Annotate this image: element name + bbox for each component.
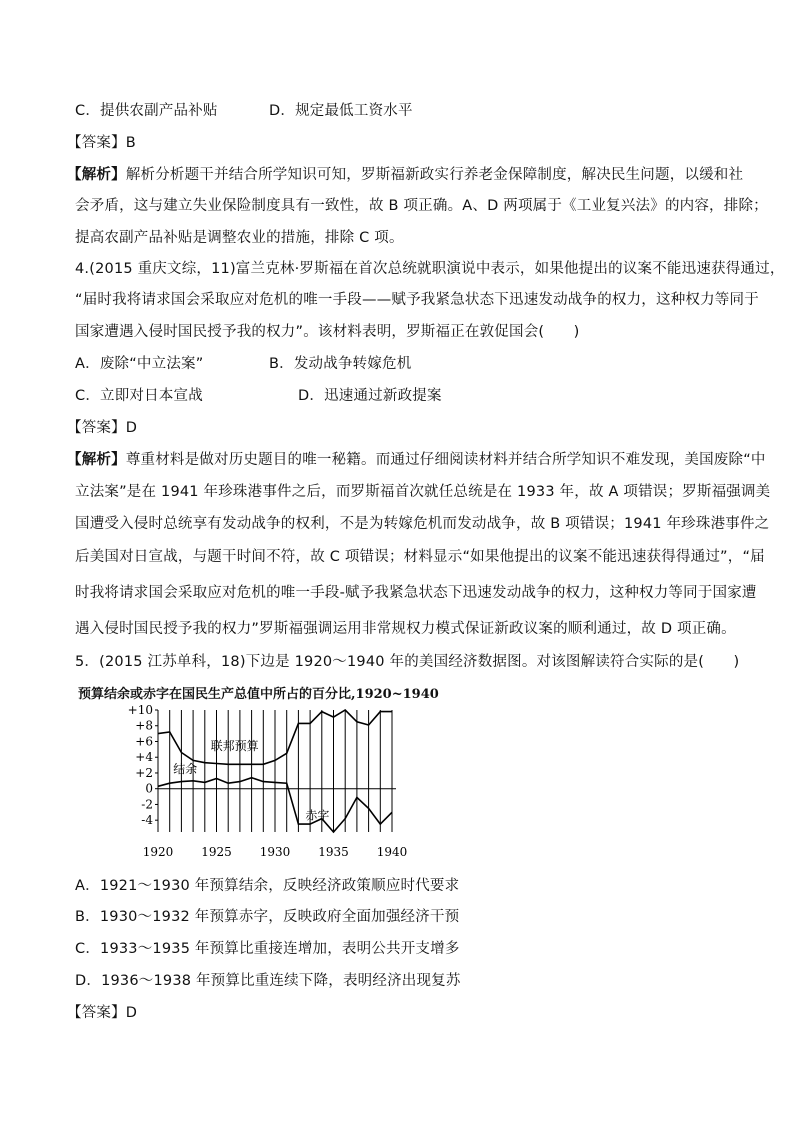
q4-options-cd — [75, 386, 442, 406]
budget-chart — [120, 700, 410, 865]
x-tick-label: 1940 — [376, 845, 408, 859]
q5-option-a: A．1921～1930 年预算结余，反映经济政策顺应时代要求 — [75, 878, 460, 894]
q5-option-b: B．1930～1932 年预算赤字，反映政府全面加强经济干预 — [75, 909, 460, 925]
q3-option-c: C．提供农副产品补贴 — [75, 103, 218, 119]
q4-option-d: D．迅速通过新政提案 — [298, 388, 442, 404]
q3-analysis-line-1 — [67, 165, 743, 185]
y-tick-label: +8 — [135, 718, 153, 733]
x-tick-label: 1930 — [259, 845, 291, 859]
q4-analysis-line-5: 时我将请求国会采取应对危机的唯一手段-赋予我紧急状态下迅速发动战争的权力，这种权力等同于国家遭 — [75, 585, 757, 601]
q3-analysis-text-1: 解析分析题干并结合所学知识可知，罗斯福新政实行养老金保障制度，解决民生问题，以缓和社 — [125, 167, 744, 183]
q4-stem-line-3: 国家遭遇入侵时国民授予我的权力”。该材料表明，罗斯福正在敦促国会( ) — [75, 324, 580, 340]
q3-analysis-tag: 【解析】 — [67, 167, 126, 183]
q5-option-d: D．1936～1938 年预算比重连续下降，表明经济出现复苏 — [75, 973, 461, 989]
q5-answer: 【答案】D — [67, 1005, 138, 1021]
x-tick-label: 1935 — [318, 845, 349, 859]
q3-option-d: D．规定最低工资水平 — [269, 103, 413, 119]
q4-option-c: C．立即对日本宣战 — [75, 388, 203, 404]
q4-analysis-line-4: 后美国对日宣战，与题干时间不符，故 C 项错误；材料显示“如果他提出的议案不能迅速获得得通过”，“届 — [75, 549, 765, 565]
annotation-surplus: 结余 — [173, 761, 198, 776]
y-tick-label: -4 — [141, 813, 153, 828]
x-tick-label: 1920 — [142, 845, 174, 859]
chart-title: 预算结余或赤字在国民生产总值中所占的百分比,1920~1940 — [78, 687, 439, 702]
y-tick-label: -2 — [141, 797, 153, 812]
q3-options-cd — [75, 101, 413, 121]
q4-stem-line-2: “届时我将请求国会采取应对危机的唯一手段——赋予我紧急状态下迅速发动战争的权力，这种权力等同于 — [75, 292, 759, 308]
annotation-federal-budget: 联邦预算 — [210, 739, 259, 754]
q4-answer: 【答案】D — [67, 420, 138, 436]
annotation-deficit: 赤字 — [305, 808, 330, 823]
y-tick-label: +2 — [135, 765, 153, 780]
q4-options-ab — [75, 354, 411, 374]
q4-option-a: A．废除“中立法案” — [75, 356, 204, 372]
q3-analysis-line-2: 会矛盾，这与建立失业保险制度具有一致性，故 B 项正确。A、D 两项属于《工业复兴法》的内容，排除； — [75, 198, 768, 214]
q4-analysis-tag: 【解析】 — [67, 452, 126, 468]
q3-answer: 【答案】B — [67, 135, 136, 151]
x-tick-label: 1925 — [201, 845, 232, 859]
y-tick-label: +6 — [135, 734, 153, 749]
q4-analysis-line-2: 立法案”是在 1941 年珍珠港事件之后，而罗斯福首次就任总统是在 1933 年，故 A 项错误；罗斯福强调美 — [75, 484, 771, 500]
q4-analysis-line-1 — [67, 450, 766, 470]
q4-analysis-line-3: 国遭受入侵时总统享有发动战争的权利，不是为转嫁危机而发动战争，故 B 项错误；1941 年珍珠港事件之 — [75, 516, 770, 532]
q4-stem-line-1: 4.(2015 重庆文综，11)富兰克林·罗斯福在首次总统就职演说中表示，如果他提出的议案不能迅速获得通过， — [75, 261, 785, 277]
q3-analysis-line-3: 提高农副产品补贴是调整农业的措施，排除 C 项。 — [75, 230, 404, 246]
y-tick-label: +10 — [127, 703, 153, 717]
q4-analysis-line-6: 遇入侵时国民授予我的权力”罗斯福强调运用非常规权力模式保证新政议案的顺利通过，故 D 项正确。 — [75, 621, 736, 637]
y-tick-label: +4 — [135, 750, 153, 765]
q4-option-b: B．发动战争转嫁危机 — [269, 356, 412, 372]
q5-stem: 5．(2015 江苏单科，18)下边是 1920～1940 年的美国经济数据图。对该图解读符合实际的是( ) — [75, 654, 740, 670]
y-tick-label: 0 — [145, 781, 153, 796]
q5-option-c: C．1933～1935 年预算比重接连增加，表明公共开支增多 — [75, 941, 460, 957]
q4-analysis-text-1: 尊重材料是做对历史题目的唯一秘籍。而通过仔细阅读材料并结合所学知识不难发现，美国废除“中 — [125, 452, 766, 468]
